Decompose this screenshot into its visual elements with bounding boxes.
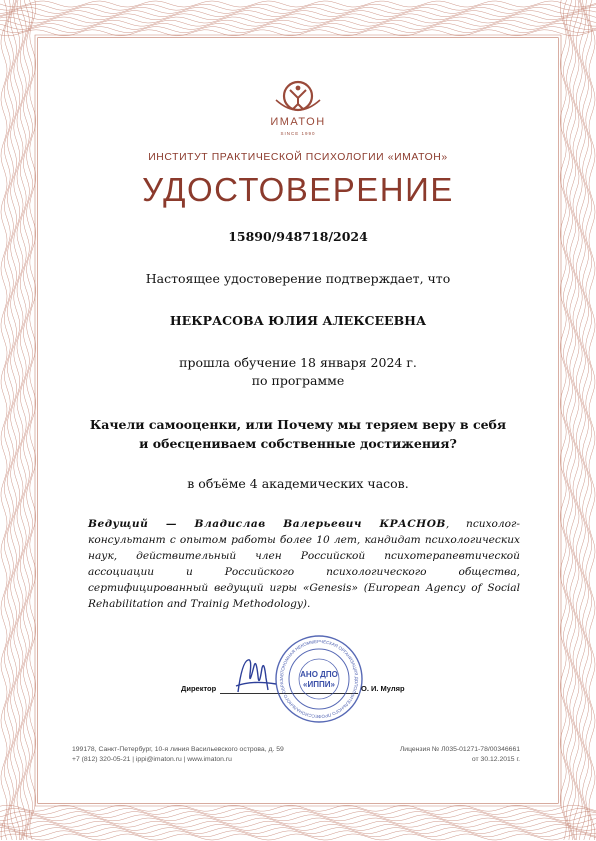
- footer-license: [360, 745, 520, 765]
- confirm-text: Настоящее удостоверение подтверждает, что: [145, 271, 451, 286]
- stamp-center-line1: АНО ДПО: [300, 670, 338, 679]
- stamp-icon: [274, 634, 364, 724]
- stamp-center-line2: «ИППИ»: [303, 680, 335, 689]
- course-title: [60, 415, 536, 453]
- logo-since: SINCE 1990: [280, 131, 316, 136]
- person-name: НЕКРАСОВА ЮЛИЯ АЛЕКСЕЕВНА: [169, 313, 427, 328]
- license-date: от 30.12.2015 г.: [471, 756, 520, 763]
- stamp-ring-text: АВТОНОМНАЯ НЕКОММЕРЧЕСКАЯ ОРГАНИЗАЦИЯ ДОПОЛНИТЕЛЬНОГО ПРОФЕССИОНАЛЬНОГО ОБРАЗ: [278, 638, 360, 720]
- official-stamp: [274, 634, 364, 724]
- footer-phone-email-web: +7 (812) 320-05-21 | ippi@imaton.ru | www.imaton.ru: [72, 756, 232, 763]
- footer-contacts: [72, 745, 284, 765]
- course-title-line1: Качели самооценки, или Почему мы теряем веру в себя: [89, 417, 507, 432]
- course-title-line2: и обесцениваем собственные достижения?: [139, 436, 457, 451]
- lecturer-info: [88, 516, 520, 612]
- footer-address: 199178, Санкт-Петербург, 10-я линия Васильевского острова, д. 59: [72, 746, 284, 753]
- certificate-number: 15890/948718/2024: [228, 229, 368, 244]
- institute-name: ИНСТИТУТ ПРАКТИЧЕСКОЙ ПСИХОЛОГИИ «ИМАТОН»: [148, 152, 448, 163]
- study-program-label: по программе: [251, 373, 345, 388]
- lecturer-name: Ведущий — Владислав Валерьевич КРАСНОВ: [88, 518, 446, 530]
- director-name: О. И. Муляр: [361, 684, 405, 693]
- course-hours: в объёме 4 академических часов.: [187, 476, 409, 491]
- lecturer-details: , психолог-консультант с опытом работы более 10 лет, кандидат психологических наук, действительный член Российской психотерапевтической ассоциации и Российского психологического общества, сертифицированный ведущий игры «Genesis» (European Agency of Social Rehabilitation and Trainig Methodology).: [88, 518, 520, 610]
- logo-name: ИМАТОН: [270, 116, 326, 128]
- study-date: прошла обучение 18 января 2024 г.: [179, 355, 417, 370]
- imaton-emblem-icon: [268, 78, 328, 118]
- document-title: УДОСТОВЕРЕНИЕ: [142, 171, 454, 208]
- license-number: Лицензия № Л035-01271-78/00346661: [399, 746, 520, 753]
- director-label: Директор: [181, 684, 217, 693]
